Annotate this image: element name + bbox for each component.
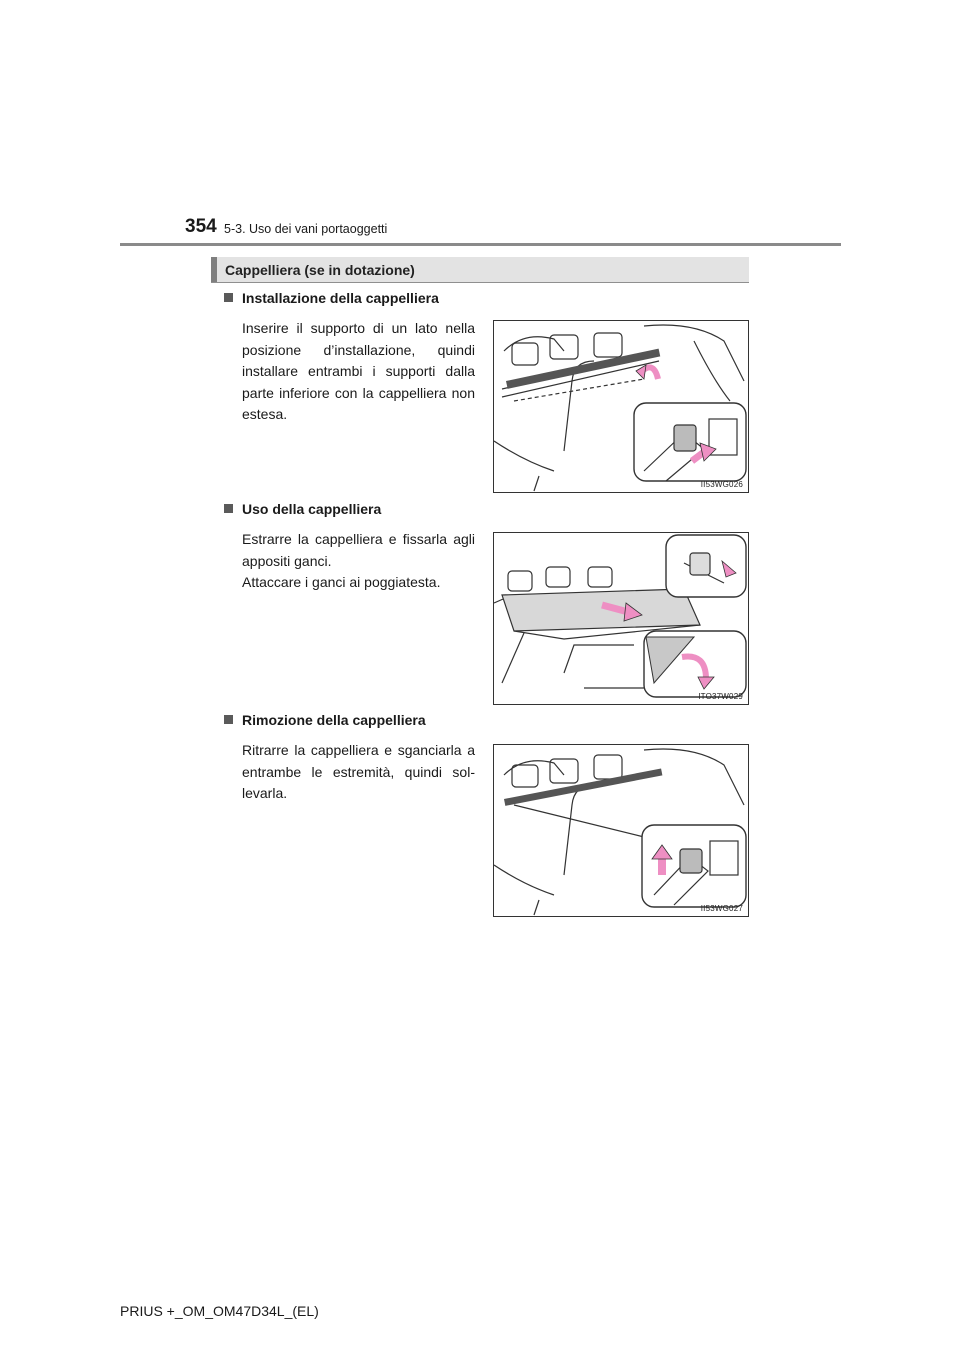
figure-code: II53WG027 [700, 904, 743, 913]
page-number: 354 [185, 216, 217, 237]
square-bullet-icon [224, 504, 233, 513]
footer-doc-code: PRIUS +_OM_OM47D34L_(EL) [120, 1303, 319, 1319]
square-bullet-icon [224, 293, 233, 302]
figure-uso [493, 532, 749, 705]
header-divider [120, 243, 841, 246]
trunk-illustration-2 [494, 533, 749, 705]
figure-rimozione [493, 744, 749, 917]
trunk-illustration-3 [494, 745, 749, 917]
paragraph-line: Estrarre la cappelliera e fissarla agli appositi ganci. [242, 531, 475, 569]
figure-code: II53WG026 [700, 480, 743, 489]
subheading-label: Uso della cappelliera [242, 501, 382, 517]
paragraph-line: Attaccare i ganci ai poggiatesta. [242, 574, 441, 590]
section-title-bar [211, 257, 749, 283]
figure-code: ITO37W029 [698, 692, 743, 701]
trunk-illustration-1 [494, 321, 749, 493]
section-title: Cappelliera (se in dotazione) [225, 262, 415, 278]
square-bullet-icon [224, 715, 233, 724]
paragraph-rimozione: Ritrarre la cappelliera e sganciarla a entrambe le estremità, quindi sol-levarla. [242, 742, 475, 801]
paragraph-uso [242, 529, 475, 594]
subheading-label: Rimozione della cappelliera [242, 712, 426, 728]
subheading-uso [224, 501, 381, 517]
subheading-installazione [224, 290, 439, 306]
figure-installazione [493, 320, 749, 493]
title-accent-bar [211, 257, 217, 282]
subheading-rimozione [224, 712, 426, 728]
paragraph-installazione: Inserire il supporto di un lato nella posizione d’installazione, quindi installare entrambi i supporti dalla parte inferiore con la cappelliera non estesa. [242, 320, 475, 422]
section-breadcrumb: 5-3. Uso dei vani portaoggetti [224, 222, 388, 236]
subheading-label: Installazione della cappelliera [242, 290, 439, 306]
